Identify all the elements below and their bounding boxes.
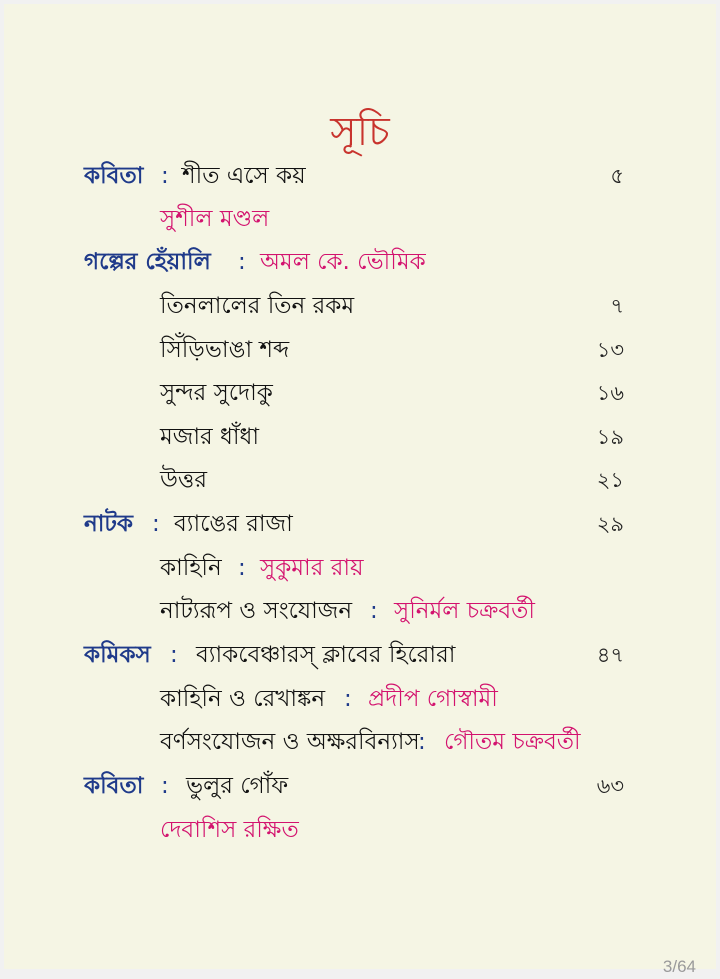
toc-entry [4, 242, 716, 282]
author-name: দেবাশিস রক্ষিত [160, 817, 299, 843]
item-title: ভুলুর গোঁফ [186, 773, 289, 799]
item-title: তিনলালের তিন রকম [160, 293, 355, 319]
credit-label: বর্ণসংযোজন ও অক্ষরবিন্যাস [160, 729, 420, 755]
author-name: প্রদীপ গোস্বামী [368, 686, 498, 712]
toc-credit-row [4, 722, 716, 762]
section-label: কমিকস [84, 642, 151, 668]
page-title: সূচি [330, 109, 390, 155]
colon: : [238, 555, 246, 581]
section-label: কবিতা [84, 773, 144, 799]
toc-author-row [4, 810, 716, 850]
colon: : [370, 598, 378, 624]
colon: : [161, 773, 169, 799]
toc-entry[interactable] [4, 286, 716, 326]
toc-entry[interactable] [4, 766, 716, 806]
colon: : [238, 249, 246, 275]
colon: : [170, 642, 178, 668]
page-number: ৫ [610, 164, 624, 188]
document-page [4, 4, 716, 969]
page-indicator: 3/64 [662, 957, 696, 976]
item-title: ব্যাঙের রাজা [174, 511, 293, 537]
item-title: সিঁড়িভাঙা শব্দ [160, 337, 290, 363]
item-title: মজার ধাঁধা [160, 424, 260, 450]
toc-author-row [4, 199, 716, 239]
toc-entry[interactable] [4, 635, 716, 675]
credit-label: নাট্যরূপ ও সংযোজন [160, 598, 353, 624]
toc-credit-row [4, 591, 716, 631]
item-title: সুন্দর সুদোকু [160, 380, 273, 406]
page-number: ৭ [610, 294, 624, 318]
page-number: ৪৭ [596, 643, 624, 667]
page-number: ১৯ [596, 425, 624, 449]
page-number: ২১ [596, 468, 624, 492]
page-number: ৬৩ [596, 774, 624, 798]
toc-entry[interactable] [4, 330, 716, 370]
item-title: ব্যাকবেঞ্চারস্ ক্লাবের হিরোরা [196, 642, 456, 668]
section-label: নাটক [84, 511, 134, 537]
author-name: সুনির্মল চক্রবর্তী [394, 598, 536, 624]
page-number: ১৩ [596, 338, 624, 362]
author-name: সুকুমার রায় [260, 555, 364, 581]
credit-label: কাহিনি [160, 555, 222, 581]
colon: : [418, 729, 426, 755]
page-number: ২৯ [596, 512, 624, 536]
page-number: ১৬ [596, 381, 624, 405]
item-title: শীত এসে কয় [182, 163, 306, 189]
toc-credit-row [4, 679, 716, 719]
section-label: গল্পের হেঁয়ালি [84, 249, 211, 275]
author-name: অমল কে. ভৌমিক [260, 249, 426, 275]
toc-entry[interactable] [4, 504, 716, 544]
credit-label: কাহিনি ও রেখাঙ্কন [160, 686, 326, 712]
colon: : [344, 686, 352, 712]
toc-entry[interactable] [4, 373, 716, 413]
section-label: কবিতা [84, 163, 144, 189]
toc-entry[interactable] [4, 156, 716, 196]
toc-entry[interactable] [4, 417, 716, 457]
item-title: উত্তর [160, 467, 208, 493]
colon: : [161, 163, 169, 189]
toc-credit-row [4, 548, 716, 588]
colon: : [152, 511, 160, 537]
toc-entry[interactable] [4, 460, 716, 500]
author-name: সুশীল মণ্ডল [160, 206, 270, 232]
author-name: গৌতম চক্রবর্তী [444, 729, 581, 755]
